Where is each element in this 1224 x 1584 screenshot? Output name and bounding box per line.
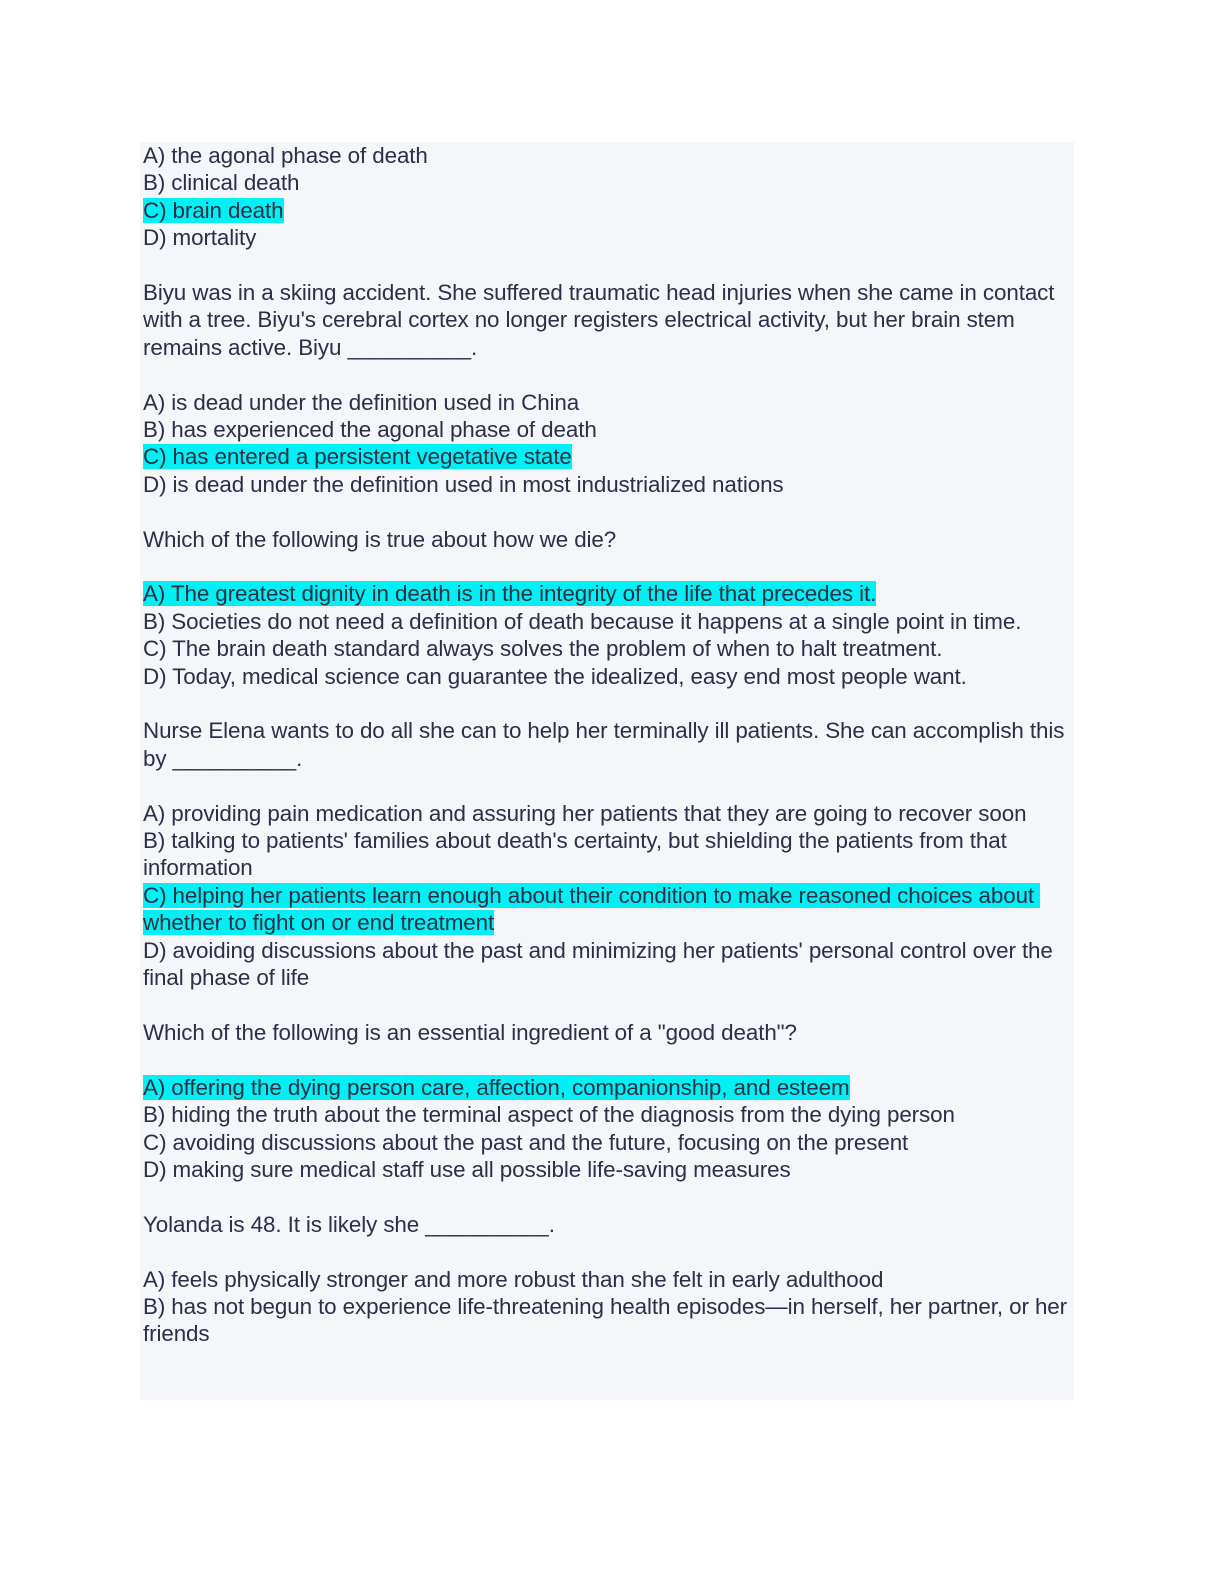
question-text: Which of the following is true about how we die? xyxy=(143,526,617,552)
answer-option: C) avoiding discussions about the past and the future, focusing on the present xyxy=(143,1129,909,1155)
answer-option-correct: C) brain death xyxy=(143,197,284,223)
answer-option-correct: A) offering the dying person care, affection, companionship, and esteem xyxy=(143,1074,850,1100)
answer-option: B) hiding the truth about the terminal aspect of the diagnosis from the dying person xyxy=(143,1102,955,1128)
answer-option: A) feels physically stronger and more robust than she felt in early adulthood xyxy=(143,1266,884,1292)
options-group xyxy=(143,389,1071,499)
answer-option: D) avoiding discussions about the past and minimizing her patients' personal control over the final phase of life xyxy=(143,937,1059,991)
answer-option: D) is dead under the definition used in most industrialized nations xyxy=(143,471,784,497)
question-text: Yolanda is 48. It is likely she __________. xyxy=(143,1211,555,1237)
answer-option-correct: A) The greatest dignity in death is in the integrity of the life that precedes it. xyxy=(143,581,877,607)
answer-option: A) providing pain medication and assuring her patients that they are going to recover soon xyxy=(143,800,1027,826)
question-text: Which of the following is an essential ingredient of a "good death"? xyxy=(143,1019,797,1045)
answer-option: D) Today, medical science can guarantee the idealized, easy end most people want. xyxy=(143,663,967,689)
answer-option: A) is dead under the definition used in China xyxy=(143,389,580,415)
answer-option: B) clinical death xyxy=(143,170,300,196)
options-group xyxy=(143,580,1071,690)
options-group xyxy=(143,1074,1071,1184)
answer-option: B) Societies do not need a definition of death because it happens at a single point in time. xyxy=(143,608,1022,634)
answer-option: A) the agonal phase of death xyxy=(143,143,428,168)
answer-option: C) The brain death standard always solves the problem of when to halt treatment. xyxy=(143,636,943,662)
question-text: Biyu was in a skiing accident. She suffered traumatic head injuries when she came in contact with a tree. Biyu's cerebral cortex no longer registers electrical activity, but her brain stem remains active. Biyu __________. xyxy=(143,280,1061,360)
answer-option: B) has not begun to experience life-threatening health episodes—in herself, her partner, or her friends xyxy=(143,1293,1074,1347)
options-group xyxy=(143,142,1071,252)
answer-option: D) mortality xyxy=(143,225,257,251)
options-group xyxy=(143,800,1071,992)
answer-option-correct: C) helping her patients learn enough about their condition to make reasoned choices about whether to fight on or end treatment xyxy=(143,882,1041,936)
answer-option: B) talking to patients' families about death's certainty, but shielding the patients from that information xyxy=(143,828,1013,881)
quiz-text xyxy=(143,142,1074,1348)
answer-option: B) has experienced the agonal phase of death xyxy=(143,417,597,443)
options-group xyxy=(143,1266,1074,1348)
answer-option-correct: C) has entered a persistent vegetative state xyxy=(143,444,572,470)
answer-option: D) making sure medical staff use all possible life-saving measures xyxy=(143,1156,791,1182)
question-text: Nurse Elena wants to do all she can to help her terminally ill patients. She can accomplish this by __________. xyxy=(143,718,1071,771)
